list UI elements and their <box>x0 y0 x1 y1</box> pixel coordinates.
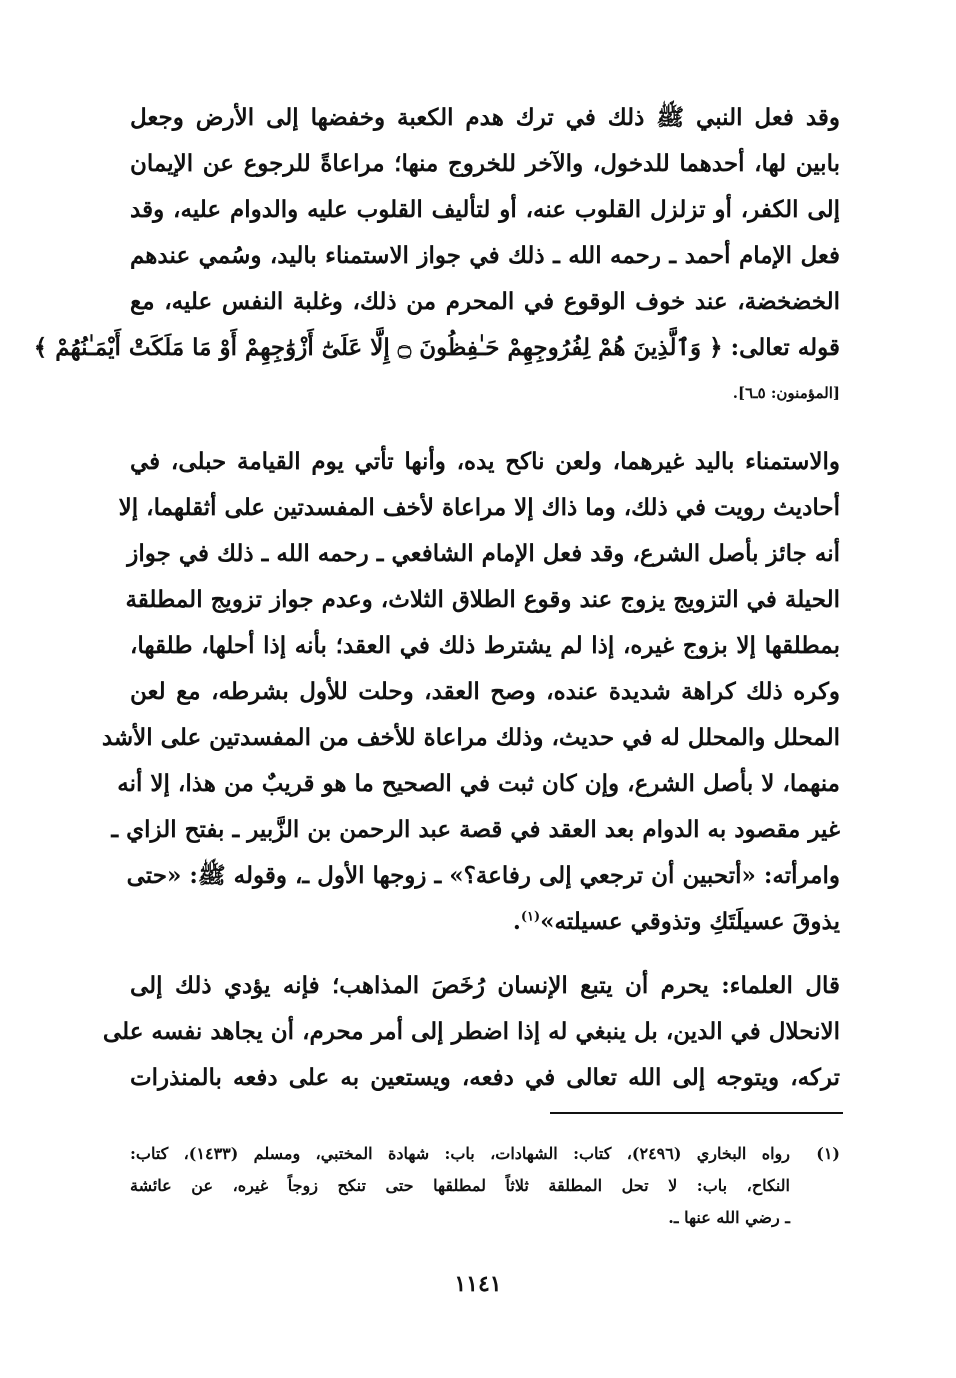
paragraph-1-line-4: فعل الإمام أحمد ـ رحمه الله ـ ذلك في جواز الاستمناء باليد، وسُمي عندهم <box>130 242 840 269</box>
paragraph-2-line-3: أنه جائز بأصل الشرع، وقد فعل الإمام الشافعي ـ رحمه الله ـ ذلك في جواز <box>127 540 840 567</box>
footnote-reference[interactable]: (١) <box>520 909 541 925</box>
paragraph-2-line-1: والاستمناء باليد غيرهما، ولعن ناكح يده، وأنها تأتي يوم القيامة حبلى، في <box>130 448 840 475</box>
quran-line <box>33 328 840 368</box>
footnote-line-2 <box>130 1170 840 1202</box>
paragraph-1-line-1: وقد فعل النبي ﷺ ذلك في ترك هدم الكعبة وخفضها إلى الأرض وجعل <box>130 104 840 131</box>
footnote-number: (١) <box>816 1144 840 1163</box>
paragraph-2-line-9: غير مقصود به الدوام بعد العقد في قصة عبد الرحمن بن الزَّبير ـ بفتح الزاي ـ <box>111 816 840 843</box>
paragraph-2-period: . <box>512 908 521 935</box>
paragraph-2-line-11 <box>130 902 840 942</box>
quran-verse: ﴿ وَٱلَّذِينَ هُمْ لِفُرُوجِهِمْ حَـٰفِظُونَ ۝ إِلَّا عَلَىٰٓ أَزْوَٰجِهِمْ أَوْ مَا مَلَكَتْ أَيْمَـٰنُهُمْ ﴾ <box>33 334 723 361</box>
paragraph-3-line-1: قال العلماء: يحرم أن يتبع الإنسان رُخَصَ المذاهب؛ فإنه يؤدي ذلك إلى <box>130 972 840 999</box>
paragraph-2-line-7: المحلل والمحلل له في حديث، وذلك مراعاة للأخف من المفسدتين على الأشد <box>101 724 840 751</box>
paragraph-3-line-3: تركه، ويتوجه إلى الله تعالى في دفعه، ويستعين به على دفعه بالمنذرات <box>130 1064 840 1091</box>
paragraph-3-line-2: الانحلال في الدين، بل ينبغي له إذا اضطر إلى أمر محرم، أن يجاهد نفسه على <box>102 1018 840 1045</box>
paragraph-1-line-2: بابين لها، أحدهما للدخول، والآخر للخروج منها؛ مراعاةً للرجوع عن الإيمان <box>130 150 840 177</box>
page-number: ١١٤١ <box>454 1271 502 1297</box>
paragraph-2-line-2: أحاديث رويت في ذلك، وما ذاك إلا مراعاة لأخف المفسدتين على أثقلهما، إلا <box>118 494 840 521</box>
paragraph-2-line-5: بمطلقها إلا بزوج غيره، إذا لم يشترط ذلك في العقد؛ بأنه إذا أحلها، طلقها، <box>130 632 840 659</box>
footnote-text-2: النكاح، باب: لا تحل المطلقة ثلاثاً لمطلقها حتى تنكح زوجاً غيره، عن عائشة <box>130 1176 790 1195</box>
paragraph-2-last-text: يذوقَ عسيلَتَكِ وتذوقي عسيلته» <box>540 908 840 935</box>
paragraph-1-line-3: إلى الكفر، أو تزلزل القلوب عنه، أو لتأليف القلوب عليه والدوام عليه، وقد <box>130 196 840 223</box>
paragraph-2-line-4: الحيلة في التزويج يزوج عند وقوع الطلاق الثلاث، وعدم جواز تزويج المطلقة <box>125 586 840 613</box>
quran-intro: قوله تعالى: <box>730 334 840 361</box>
footnote-line-1 <box>130 1138 840 1170</box>
footnote-text-3: ـ رضي الله عنها ـ. <box>668 1208 790 1227</box>
footnote-text-1: رواه البخاري (٢٤٩٦)، كتاب: الشهادات، باب: شهادة المختبي، ومسلم (١٤٣٣)، كتاب: <box>130 1144 790 1163</box>
quran-source: [المؤمنون: ٥ـ٦]. <box>732 384 840 402</box>
paragraph-1-line-5: الخضخضة، عند خوف الوقوع في المحرم من ذلك، وغلبة النفس عليه، مع <box>130 288 840 315</box>
footnote-line-3 <box>130 1202 840 1234</box>
footnote-separator <box>550 1112 843 1114</box>
paragraph-2-line-6: وكره ذلك كراهة شديدة عنده، وصح العقد، وحلت للأول بشرطه، مع لعن <box>130 678 840 705</box>
paragraph-2-line-8: منهما، لا بأصل الشرع، وإن كان ثبت في الصحيح ما هو قريبٌ من هذا، إلا أنه <box>117 770 840 797</box>
paragraph-2-line-10: وامرأته: «أتحبين أن ترجعي إلى رفاعة؟» ـ زوجها الأول ـ، وقوله ﷺ: «حتى <box>126 862 840 889</box>
